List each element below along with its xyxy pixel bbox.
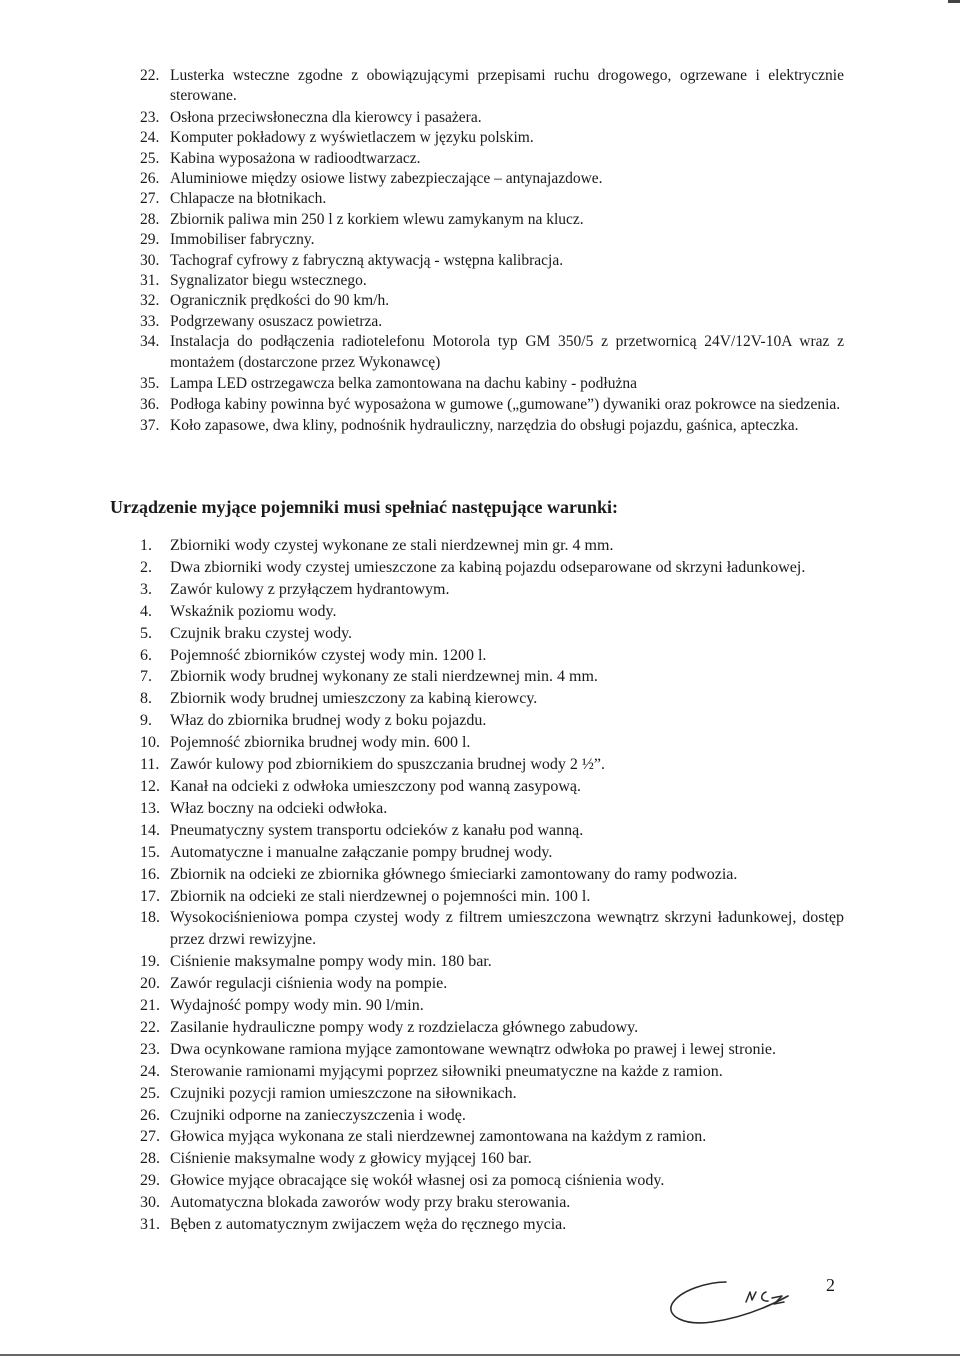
list-item <box>140 149 844 169</box>
list-item <box>140 601 844 623</box>
list-item-text: Ogranicznik prędkości do 90 km/h. <box>170 292 390 310</box>
list-item <box>140 666 844 688</box>
list-item-number: 6. <box>140 646 152 664</box>
list-item-text: Sygnalizator biegu wstecznego. <box>170 272 367 290</box>
list-item <box>140 66 844 107</box>
scan-corner-mark <box>948 0 960 3</box>
vehicle-equipment-list <box>140 66 844 436</box>
list-item <box>140 1148 844 1170</box>
list-item <box>140 251 844 271</box>
list-item-number: 32. <box>140 292 160 310</box>
list-item-number: 26. <box>140 1106 160 1124</box>
list-item <box>140 820 844 842</box>
list-item <box>140 128 844 148</box>
list-item <box>140 1083 844 1105</box>
list-item-text: Wskaźnik poziomu wody. <box>170 602 337 620</box>
list-item <box>140 798 844 820</box>
list-item-number: 23. <box>140 108 160 126</box>
list-item <box>140 535 844 557</box>
list-item-text: Pneumatyczny system transportu odcieków z kanału pod wanną. <box>170 821 584 839</box>
list-item-text: Instalacja do podłączenia radiotelefonu Motorola typ GM 350/5 z przetwornicą 24V/12V-10A wraz z montażem (dostarczone przez Wykonawcę) <box>170 333 844 371</box>
list-item <box>140 395 844 415</box>
list-item-number: 34. <box>140 333 160 351</box>
list-item-text: Kabina wyposażona w radioodtwarzacz. <box>170 149 421 167</box>
list-item-number: 4. <box>140 602 152 620</box>
list-item-text: Zawór kulowy pod zbiornikiem do spuszczania brudnej wody 2 ½”. <box>170 756 606 774</box>
list-item-text: Osłona przeciwsłoneczna dla kierowcy i pasażera. <box>170 108 482 126</box>
list-item-number: 29. <box>140 231 160 249</box>
list-item-text: Wysokociśnieniowa pompa czystej wody z filtrem umieszczona wewnątrz skrzyni ładunkowej, dostęp przez drzwi rewizyjne. <box>170 909 844 949</box>
list-item-number: 5. <box>140 624 152 642</box>
list-item <box>140 579 844 601</box>
list-item-text: Zawór regulacji ciśnienia wody na pompie. <box>170 975 448 993</box>
list-item-number: 31. <box>140 1216 160 1234</box>
list-item <box>140 1214 844 1236</box>
list-item-text: Zbiornik na odcieki ze stali nierdzewnej o pojemności min. 100 l. <box>170 887 591 905</box>
list-item <box>140 1061 844 1083</box>
list-item <box>140 230 844 250</box>
list-item-text: Immobiliser fabryczny. <box>170 231 315 249</box>
list-item-text: Czujniki pozycji ramion umieszczone na siłownikach. <box>170 1084 517 1102</box>
list-item <box>140 210 844 230</box>
list-item-text: Sterowanie ramionami myjącymi poprzez siłowniki pneumatyczne na każde z ramion. <box>170 1062 723 1080</box>
list-item <box>140 776 844 798</box>
list-item <box>140 189 844 209</box>
list-item <box>140 416 844 436</box>
list-item-number: 18. <box>140 909 160 927</box>
list-item <box>140 995 844 1017</box>
list-item-text: Tachograf cyfrowy z fabryczną aktywacją - wstępna kalibracja. <box>170 251 564 269</box>
list-item <box>140 973 844 995</box>
list-item <box>140 1192 844 1214</box>
list-item <box>140 645 844 667</box>
list-item-text: Pojemność zbiornika brudnej wody min. 600 l. <box>170 734 471 752</box>
list-item-text: Wydajność pompy wody min. 90 l/min. <box>170 997 424 1015</box>
list-item-text: Lampa LED ostrzegawcza belka zamontowana na dachu kabiny - podłużna <box>170 375 637 393</box>
list-item <box>140 291 844 311</box>
list-item <box>140 623 844 645</box>
list-item-number: 9. <box>140 712 152 730</box>
list-item-text: Pojemność zbiorników czystej wody min. 1200 l. <box>170 646 487 664</box>
list-item <box>140 1170 844 1192</box>
list-item <box>140 907 844 951</box>
list-item-number: 30. <box>140 1194 160 1212</box>
list-item-number: 17. <box>140 887 160 905</box>
handwritten-signature <box>668 1268 796 1330</box>
list-item-text: Zbiorniki wody czystej wykonane ze stali nierdzewnej min gr. 4 mm. <box>170 537 614 554</box>
list-item-text: Ciśnienie maksymalne wody z głowicy myjącej 160 bar. <box>170 1150 532 1168</box>
list-item-number: 22. <box>140 1018 160 1036</box>
list-item <box>140 108 844 128</box>
list-item-number: 25. <box>140 149 160 167</box>
washing-device-requirements-list <box>140 535 844 1236</box>
list-item-text: Komputer pokładowy z wyświetlaczem w języku polskim. <box>170 129 534 147</box>
list-item-number: 8. <box>140 690 152 708</box>
list-item <box>140 1039 844 1061</box>
list-item <box>140 864 844 886</box>
list-item-number: 10. <box>140 734 160 752</box>
section-heading: Urządzenie myjące pojemniki musi spełniać następujące warunki: <box>110 497 618 517</box>
list-item <box>140 1105 844 1127</box>
list-item-number: 27. <box>140 190 160 208</box>
scan-edge-line <box>0 1354 960 1356</box>
list-item <box>140 557 844 579</box>
list-item-number: 28. <box>140 210 160 228</box>
list-item-number: 19. <box>140 953 160 971</box>
list-item-number: 36. <box>140 395 160 413</box>
list-item-number: 15. <box>140 843 160 861</box>
list-item-text: Dwa ocynkowane ramiona myjące zamontowane wewnątrz odwłoka po prawej i lewej stronie. <box>170 1040 776 1058</box>
list-item-number: 31. <box>140 272 160 290</box>
list-item-text: Bęben z automatycznym zwijaczem węża do ręcznego mycia. <box>170 1216 567 1234</box>
list-item-number: 16. <box>140 865 160 883</box>
list-item-number: 12. <box>140 777 160 795</box>
list-item-number: 22. <box>140 67 160 84</box>
list-item-text: Kanał na odcieki z odwłoka umieszczony pod wanną zasypową. <box>170 777 581 795</box>
list-item-number: 2. <box>140 558 152 576</box>
list-item-text: Automatyczne i manualne załączanie pompy brudnej wody. <box>170 843 553 861</box>
list-item-number: 37. <box>140 416 160 434</box>
list-item-text: Zbiornik wody brudnej umieszczony za kabiną kierowcy. <box>170 690 538 708</box>
list-item-text: Chlapacze na błotnikach. <box>170 190 327 208</box>
list-item-number: 11. <box>140 756 160 774</box>
list-item <box>140 332 844 373</box>
list-item-number: 27. <box>140 1128 160 1146</box>
list-item <box>140 1017 844 1039</box>
list-item <box>140 312 844 332</box>
list-item-text: Aluminiowe między osiowe listwy zabezpieczające – antynajazdowe. <box>170 170 603 188</box>
list-item-text: Czujniki odporne na zanieczyszczenia i wodę. <box>170 1106 466 1124</box>
list-item <box>140 271 844 291</box>
list-item-text: Automatyczna blokada zaworów wody przy braku sterowania. <box>170 1194 571 1212</box>
list-item-text: Głowice myjące obracające się wokół własnej osi za pomocą ciśnienia wody. <box>170 1172 665 1190</box>
list-item-number: 1. <box>140 537 152 554</box>
page-number: 2 <box>826 1275 835 1295</box>
list-item-text: Koło zapasowe, dwa kliny, podnośnik hydrauliczny, narzędzia do obsługi pojazdu, gaśnica, apteczka. <box>170 416 799 434</box>
list-item <box>140 688 844 710</box>
list-item-text: Właz do zbiornika brudnej wody z boku pojazdu. <box>170 712 487 730</box>
list-item-number: 28. <box>140 1150 160 1168</box>
list-item-text: Zasilanie hydrauliczne pompy wody z rozdzielacza głównego zabudowy. <box>170 1018 639 1036</box>
list-item-number: 3. <box>140 580 152 598</box>
list-item-number: 13. <box>140 799 160 817</box>
list-item-text: Podgrzewany osuszacz powietrza. <box>170 312 383 330</box>
list-item-text: Zbiornik paliwa min 250 l z korkiem wlewu zamykanym na klucz. <box>170 210 584 228</box>
list-item-number: 33. <box>140 312 160 330</box>
list-item-text: Czujnik braku czystej wody. <box>170 624 353 642</box>
list-item-text: Zbiornik wody brudnej wykonany ze stali nierdzewnej min. 4 mm. <box>170 668 598 686</box>
list-item <box>140 169 844 189</box>
list-item-number: 20. <box>140 975 160 993</box>
list-item-text: Dwa zbiorniki wody czystej umieszczone za kabiną pojazdu odseparowane od skrzyni ładunkowej. <box>170 558 806 576</box>
list-item-number: 30. <box>140 251 160 269</box>
list-item <box>140 374 844 394</box>
list-item-text: Zbiornik na odcieki ze zbiornika głównego śmieciarki zamontowany do ramy podwozia. <box>170 865 738 883</box>
list-item-number: 24. <box>140 1062 160 1080</box>
list-item-number: 24. <box>140 129 160 147</box>
list-item <box>140 754 844 776</box>
list-item <box>140 732 844 754</box>
list-item-number: 23. <box>140 1040 160 1058</box>
list-item-text: Podłoga kabiny powinna być wyposażona w gumowe („gumowane”) dywaniki oraz pokrowce na siedzenia. <box>170 395 841 413</box>
list-item-text: Ciśnienie maksymalne pompy wody min. 180 bar. <box>170 953 492 971</box>
list-item <box>140 951 844 973</box>
list-item-text: Lusterka wsteczne zgodne z obowiązującymi przepisami ruchu drogowego, ogrzewane i elektrycznie sterowane. <box>170 67 844 105</box>
list-item-number: 29. <box>140 1172 160 1190</box>
list-item-text: Właz boczny na odcieki odwłoka. <box>170 799 388 817</box>
list-item-text: Zawór kulowy z przyłączem hydrantowym. <box>170 580 450 598</box>
list-item-number: 35. <box>140 375 160 393</box>
list-item-number: 25. <box>140 1084 160 1102</box>
list-item-text: Głowica myjąca wykonana ze stali nierdzewnej zamontowana na każdym z ramion. <box>170 1128 707 1146</box>
list-item-number: 7. <box>140 668 152 686</box>
list-item-number: 21. <box>140 997 160 1015</box>
list-item <box>140 1126 844 1148</box>
list-item-number: 26. <box>140 170 160 188</box>
list-item <box>140 710 844 732</box>
list-item <box>140 842 844 864</box>
list-item <box>140 886 844 908</box>
list-item-number: 14. <box>140 821 160 839</box>
